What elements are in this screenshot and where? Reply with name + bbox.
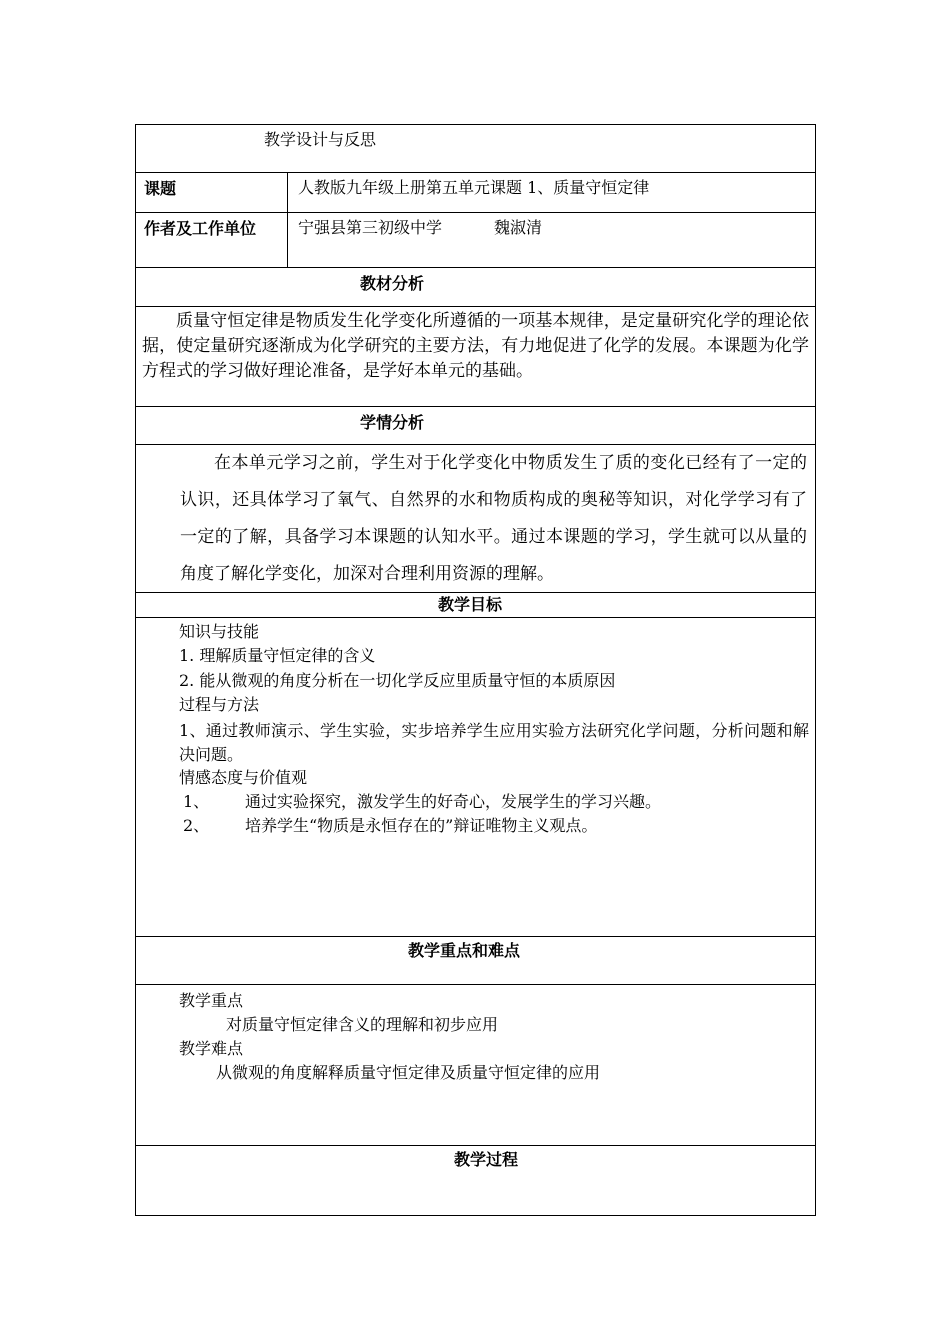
objectives-heading: 教学目标 <box>438 595 503 614</box>
author-label-cell <box>136 213 288 267</box>
process-item-1: 1、通过教师演示、学生实验，实步培养学生应用实验方法研究化学问题，分析问题和解决问题。 <box>179 721 809 764</box>
key-points-body-row <box>136 985 815 1146</box>
course-label-cell <box>136 173 288 212</box>
author-label: 作者及工作单位 <box>144 219 257 238</box>
textbook-analysis-text: 质量守恒定律是物质发生化学变化所遵循的一项基本规律，是定量研究化学的理论依据，使定量研究逐渐成为化学研究的主要方法，有力地促进了化学的发展。本课题为化学方程式的学习做好理论准备，是学好本单元的基础。 <box>142 311 809 381</box>
student-analysis-body-row <box>136 445 815 593</box>
document-title: 教学设计与反思 <box>264 130 377 149</box>
emotion-title: 情感态度与价值观 <box>179 768 308 787</box>
knowledge-item-2: 2. 能从微观的角度分析在一切化学反应里质量守恒的本质原因 <box>179 671 616 690</box>
course-row <box>136 173 815 213</box>
key-points-heading-row <box>136 937 815 985</box>
author-school: 宁强县第三初级中学 <box>298 218 443 237</box>
objectives-body-row <box>136 618 815 937</box>
student-analysis-heading: 学情分析 <box>360 413 425 432</box>
author-value-cell <box>288 213 815 267</box>
emotion-item-2: 培养学生“物质是永恒存在的”辩证唯物主义观点。 <box>245 816 598 835</box>
textbook-analysis-heading: 教材分析 <box>360 274 425 293</box>
author-row <box>136 213 815 268</box>
emotion-item-1: 通过实验探究，激发学生的好奇心，发展学生的学习兴趣。 <box>245 792 662 811</box>
student-analysis-text: 在本单元学习之前，学生对于化学变化中物质发生了质的变化已经有了一定的认识，还具体学习了氧气、自然界的水和物质构成的奥秘等知识，对化学学习有了一定的了解，具备学习本课题的认知水平。通过本课题的学习，学生就可以从量的角度了解化学变化，加深对合理利用资源的理解。 <box>180 453 807 584</box>
focus-text: 对质量守恒定律含义的理解和初步应用 <box>226 1015 499 1034</box>
textbook-analysis-heading-row <box>136 268 815 307</box>
title-row <box>136 125 815 173</box>
knowledge-item-1: 1. 理解质量守恒定律的含义 <box>179 646 376 665</box>
objectives-heading-row <box>136 593 815 618</box>
key-points-heading: 教学重点和难点 <box>408 941 521 960</box>
author-name: 魏淑清 <box>494 218 543 237</box>
emotion-item-2-number: 2、 <box>183 816 210 835</box>
student-analysis-heading-row <box>136 407 815 445</box>
difficulty-text: 从微观的角度解释质量守恒定律及质量守恒定律的应用 <box>216 1063 601 1082</box>
difficulty-title: 教学难点 <box>179 1039 244 1058</box>
process-heading-row <box>136 1146 815 1216</box>
process-heading: 教学过程 <box>454 1150 519 1169</box>
process-title: 过程与方法 <box>179 695 260 714</box>
lesson-plan-table <box>135 124 816 1216</box>
course-value-cell <box>288 173 815 212</box>
knowledge-title: 知识与技能 <box>179 622 260 641</box>
course-value: 人教版九年级上册第五单元课题 1、质量守恒定律 <box>298 178 650 197</box>
focus-title: 教学重点 <box>179 991 244 1010</box>
course-label: 课题 <box>144 179 177 198</box>
emotion-item-1-number: 1、 <box>183 792 210 811</box>
textbook-analysis-body-row <box>136 307 815 407</box>
